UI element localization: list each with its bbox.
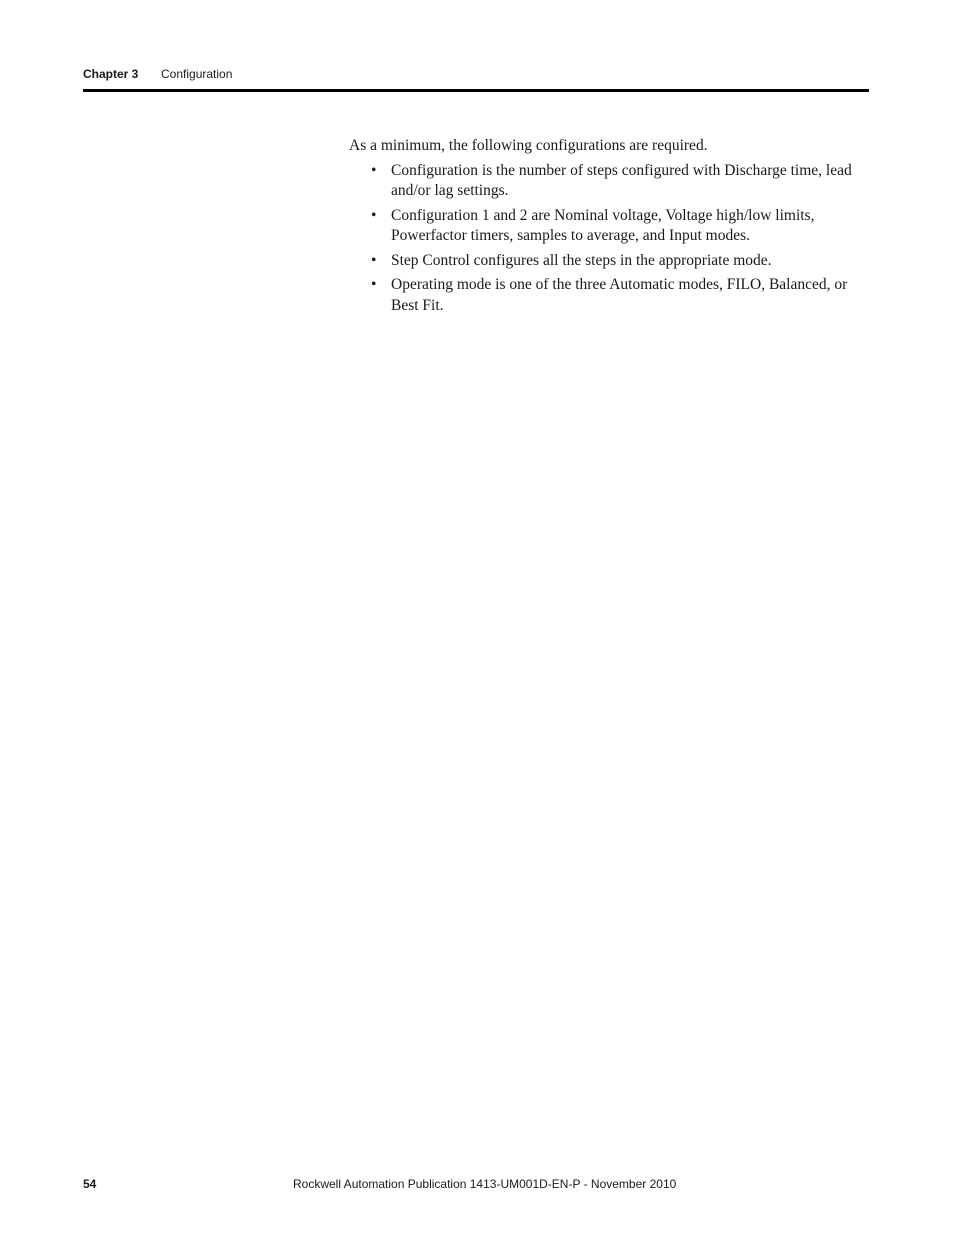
requirements-list — [349, 161, 874, 317]
list-item — [349, 161, 874, 202]
chapter-label: Chapter 3 — [83, 67, 139, 81]
section-title: Configuration — [161, 67, 233, 81]
publication-footer: Rockwell Automation Publication 1413-UM001D-EN-P - November 2010 — [293, 1177, 677, 1191]
list-item — [349, 206, 874, 247]
bullet-icon: • — [371, 276, 377, 293]
bullet-icon: • — [371, 161, 377, 179]
page-number: 54 — [83, 1177, 97, 1191]
bullet-icon: • — [371, 251, 377, 269]
bullet-icon: • — [371, 206, 377, 224]
running-header — [83, 66, 232, 82]
intro-paragraph: As a minimum, the following configurations are required. — [349, 137, 708, 154]
header-rule — [83, 89, 869, 92]
list-item — [349, 251, 874, 272]
list-item-text: Step Control configures all the steps in the appropriate mode. — [391, 251, 772, 269]
list-item — [349, 275, 874, 316]
list-item-text: Operating mode is one of the three Automatic modes, FILO, Balanced, or Best Fit. — [391, 276, 848, 314]
list-item-text: Configuration 1 and 2 are Nominal voltage, Voltage high/low limits, Powerfactor timers, samples to average, and Input modes. — [391, 206, 815, 244]
body-content — [349, 136, 874, 320]
list-item-text: Configuration is the number of steps configured with Discharge time, lead and/or lag settings. — [391, 161, 852, 199]
